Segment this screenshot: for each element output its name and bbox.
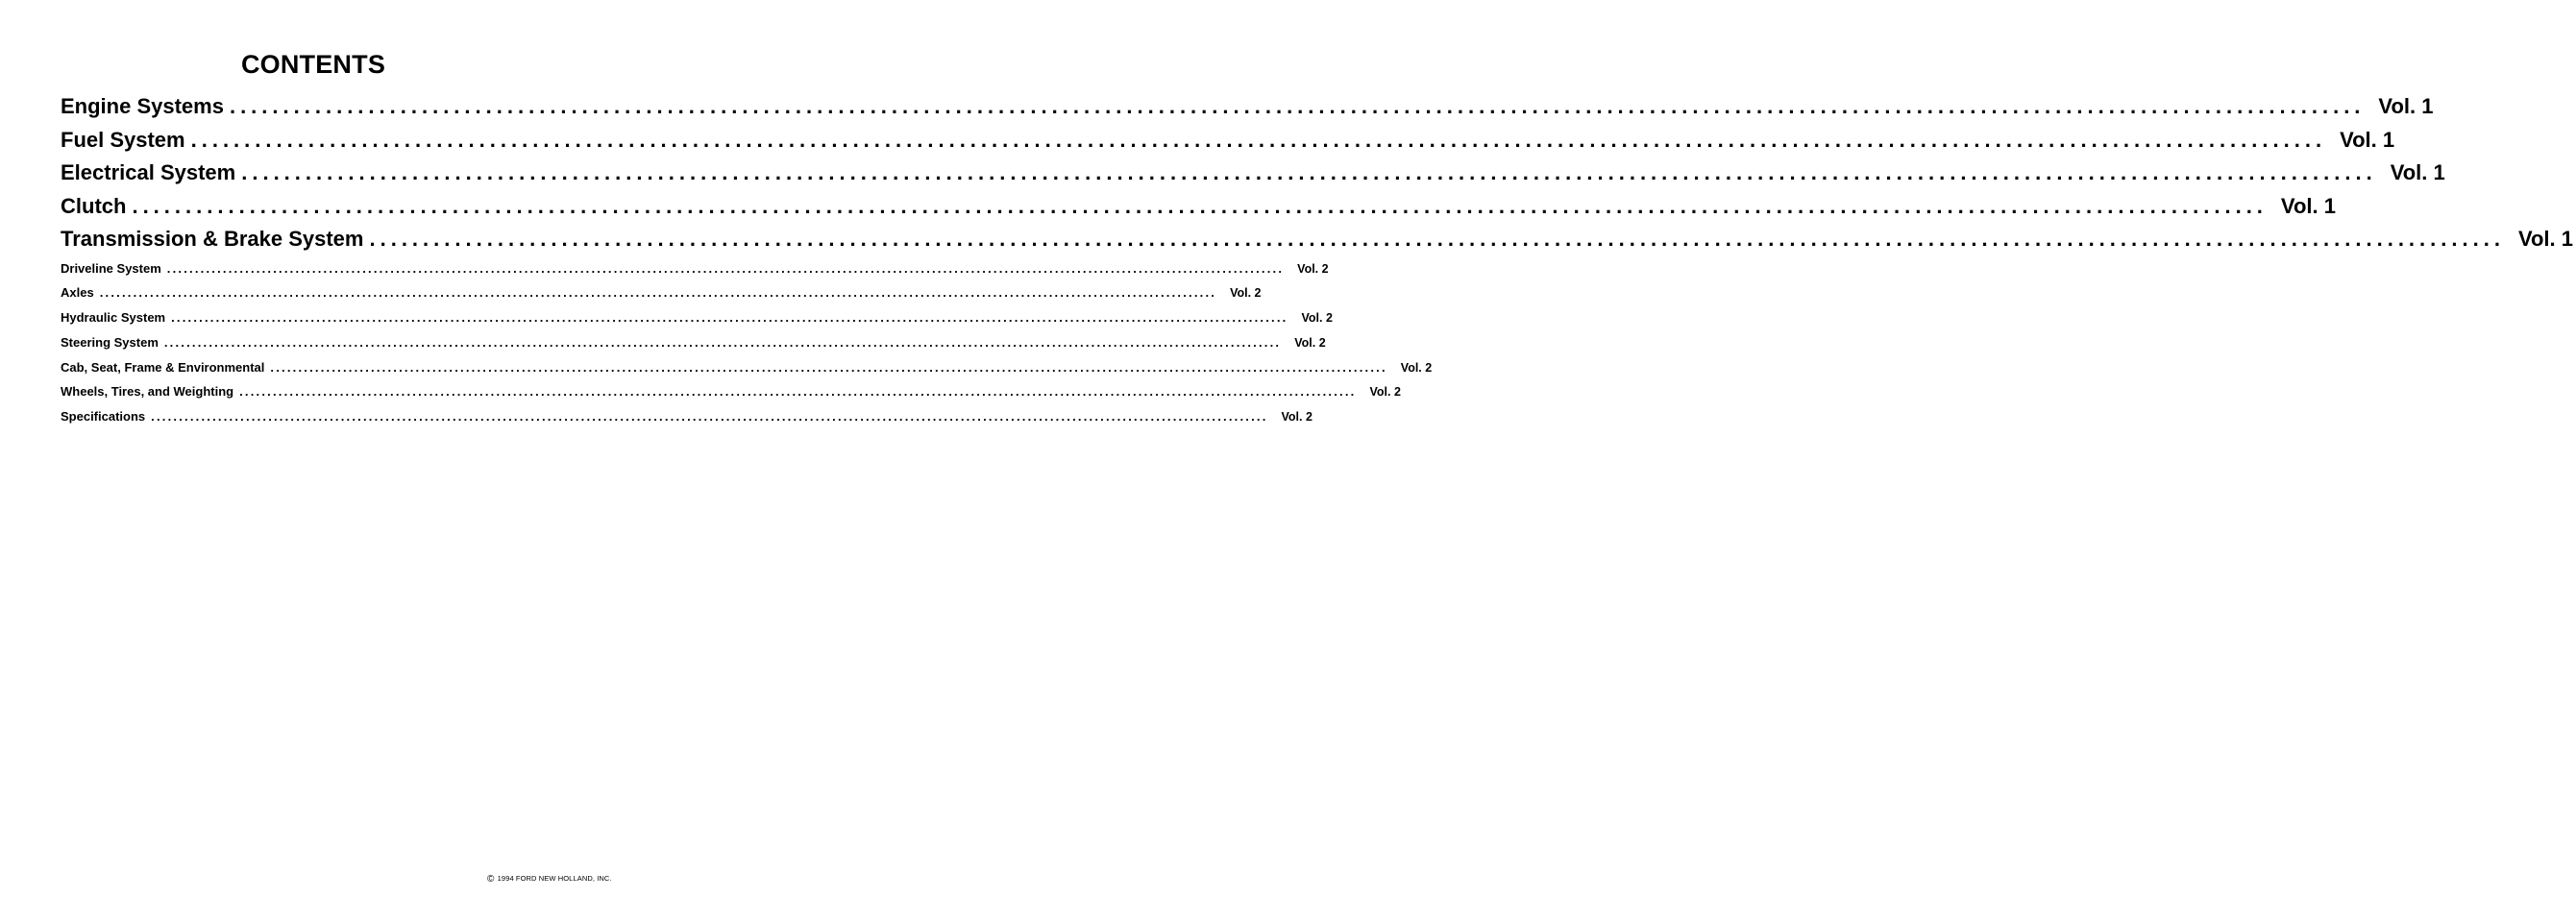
copyright-notice: [487, 874, 612, 885]
toc-entry-volume: Vol. 1: [2280, 193, 2336, 218]
toc-entry-volume: Vol. 2: [1400, 360, 1433, 375]
dot-leader: ........................................................................................................................................................................................................: [190, 127, 2327, 152]
table-of-contents: [61, 90, 2574, 429]
toc-entry-label: Fuel System: [61, 127, 185, 152]
toc-entry-engine-systems: [61, 90, 2434, 124]
toc-entry-transmission-brake: [61, 223, 2574, 256]
toc-entry-steering-system: [61, 330, 1326, 355]
toc-entry-label: Electrical System: [61, 160, 236, 184]
dot-leader: ........................................................................................................................................................................................................: [369, 227, 2505, 251]
toc-entry-label: Hydraulic System: [61, 310, 166, 326]
dot-leader: ........................................................................................................................................................................................................: [166, 260, 1285, 276]
toc-entry-label: Clutch: [61, 193, 127, 218]
toc-entry-volume: Vol. 1: [2390, 160, 2445, 184]
dot-leader: ........................................................................................................................................................................................................: [151, 409, 1268, 425]
dot-leader: ........................................................................................................................................................................................................: [241, 160, 2377, 184]
toc-entry-volume: Vol. 1: [2517, 227, 2574, 251]
dot-leader: ........................................................................................................................................................................................................: [99, 285, 1217, 301]
toc-entry-axles: [61, 280, 1262, 305]
toc-entry-clutch: [61, 190, 2336, 224]
dot-leader: ........................................................................................................................................................................................................: [229, 94, 2366, 118]
copyright-symbol: ©: [487, 874, 495, 885]
page-title: CONTENTS: [240, 50, 386, 79]
toc-entry-label: Cab, Seat, Frame & Environmental: [61, 359, 265, 375]
toc-entry-cab-seat-frame: [61, 355, 1433, 380]
toc-entry-volume: Vol. 1: [2378, 94, 2434, 118]
toc-entry-label: Wheels, Tires, and Weighting: [61, 384, 234, 400]
dot-leader: ........................................................................................................................................................................................................: [171, 310, 1288, 326]
toc-entry-label: Specifications: [61, 409, 146, 425]
copyright-text: 1994 FORD NEW HOLLAND, INC.: [497, 874, 612, 883]
toc-entry-label: Transmission & Brake System: [61, 227, 364, 251]
toc-entry-label: Driveline System: [61, 260, 161, 276]
toc-entry-volume: Vol. 1: [2340, 127, 2395, 152]
toc-entry-fuel-system: [61, 124, 2395, 158]
toc-entry-label: Axles: [61, 285, 94, 301]
dot-leader: ........................................................................................................................................................................................................: [132, 193, 2268, 218]
toc-entry-label: Engine Systems: [61, 94, 224, 118]
toc-entry-hydraulic-system: [61, 305, 1333, 330]
toc-entry-volume: Vol. 2: [1297, 261, 1329, 276]
toc-entry-volume: Vol. 2: [1301, 311, 1333, 326]
toc-entry-specifications: [61, 404, 1313, 429]
dot-leader: ........................................................................................................................................................................................................: [163, 334, 1282, 350]
toc-entry-volume: Vol. 2: [1294, 335, 1326, 350]
dot-leader: ........................................................................................................................................................................................................: [270, 359, 1387, 375]
toc-entry-volume: Vol. 2: [1369, 385, 1401, 400]
toc-entry-label: Steering System: [61, 334, 159, 350]
dot-leader: ........................................................................................................................................................................................................: [239, 384, 1357, 400]
toc-entry-volume: Vol. 2: [1230, 286, 1262, 301]
toc-entry-driveline-system: [61, 256, 1329, 281]
toc-entry-volume: Vol. 2: [1281, 410, 1313, 425]
toc-entry-wheels-tires: [61, 379, 1401, 404]
toc-entry-electrical-system: [61, 157, 2445, 190]
